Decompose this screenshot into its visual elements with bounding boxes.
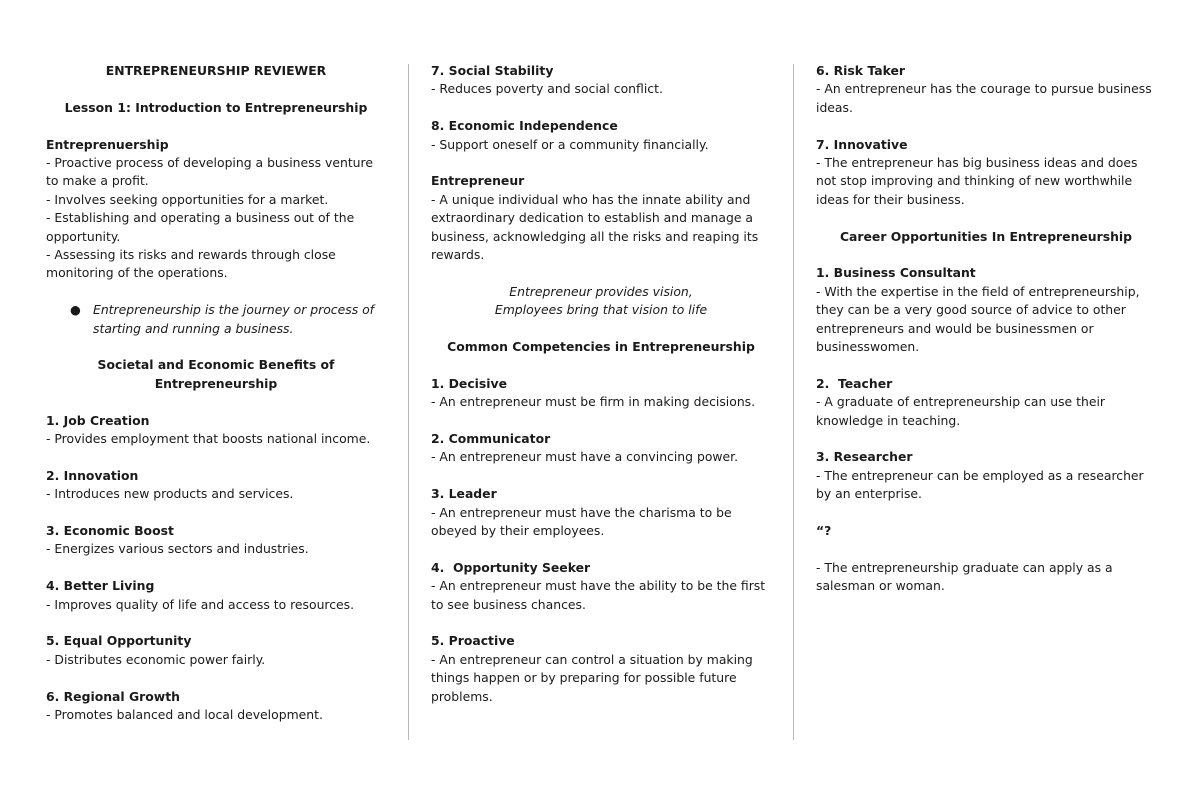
column-1: [46, 62, 386, 724]
text-line: - Establishing and operating a business out of the: [46, 210, 355, 226]
benefits-heading: Entrepreneurship: [154, 375, 278, 391]
benefit-desc: - Support oneself or a community financially.: [431, 136, 709, 152]
competency-title: 5. Proactive: [431, 633, 515, 649]
benefit-desc: - Energizes various sectors and industries.: [46, 541, 309, 557]
competency-title: 6. Risk Taker: [816, 63, 905, 78]
bullet-icon: ●: [70, 302, 81, 318]
benefit-title: 3. Economic Boost: [46, 523, 174, 539]
career-desc: - A graduate of entrepreneurship can use their: [816, 394, 1105, 410]
career-title: “?: [816, 523, 832, 539]
text-line: to make a profit.: [46, 173, 149, 189]
column-3: [816, 62, 1156, 596]
benefit-desc: - Introduces new products and services.: [46, 486, 294, 502]
competency-title: 3. Leader: [431, 486, 497, 502]
competency-title: 1. Decisive: [431, 375, 508, 391]
career-desc: knowledge in teaching.: [816, 412, 961, 428]
text-line: - A unique individual who has the innate ability and: [431, 191, 751, 207]
entrepreneurship-heading: Entreprenuership: [46, 136, 169, 152]
competency-desc: ideas.: [816, 99, 853, 115]
career-title: 1. Business Consultant: [816, 265, 976, 281]
career-desc: - The entrepreneur can be employed as a researcher: [816, 467, 1144, 483]
benefit-desc: - Improves quality of life and access to resources.: [46, 596, 355, 612]
competency-desc: - The entrepreneur has big business ideas and does: [816, 155, 1138, 171]
competency-title: 4. Opportunity Seeker: [431, 559, 591, 575]
career-desc: entrepreneurs and would be businessmen or: [816, 320, 1094, 336]
text-line: - Assessing its risks and rewards through close: [46, 247, 336, 263]
competency-desc: - An entrepreneur can control a situation by making: [431, 651, 753, 667]
competency-desc: - An entrepreneur must be firm in making decisions.: [431, 394, 756, 410]
career-title: 2. Teacher: [816, 375, 893, 391]
competency-desc: problems.: [431, 688, 493, 704]
competencies-heading: Common Competencies in Entrepreneurship: [447, 339, 755, 355]
benefit-title: 6. Regional Growth: [46, 688, 180, 704]
competency-desc: things happen or by preparing for possible future: [431, 670, 737, 686]
bullet-text: Entrepreneurship is the journey or process of: [93, 302, 375, 318]
column-divider-left: [408, 64, 409, 740]
benefit-desc: - Distributes economic power fairly.: [46, 651, 266, 667]
benefit-title: 5. Equal Opportunity: [46, 633, 192, 649]
text-line: monitoring of the operations.: [46, 265, 228, 281]
benefit-title: 2. Innovation: [46, 467, 139, 483]
text-line: rewards.: [431, 247, 485, 263]
benefit-title: 4. Better Living: [46, 578, 155, 594]
definition-bullet: [46, 301, 386, 338]
page-title: ENTREPRENEURSHIP REVIEWER: [105, 63, 327, 78]
entrepreneur-heading: Entrepreneur: [431, 173, 525, 189]
benefit-desc: - Promotes balanced and local development.: [46, 707, 323, 723]
competency-desc: obeyed by their employees.: [431, 523, 605, 539]
bullet-text: starting and running a business.: [93, 320, 294, 336]
competency-desc: to see business chances.: [431, 596, 586, 612]
column-divider-right: [793, 64, 794, 740]
competency-desc: - An entrepreneur must have the ability to be the first: [431, 578, 766, 594]
competency-desc: not stop improving and thinking of new worthwhile: [816, 173, 1133, 189]
benefits-heading: Societal and Economic Benefits of: [97, 357, 335, 373]
competency-title: 7. Innovative: [816, 136, 908, 152]
career-desc: businesswomen.: [816, 339, 920, 355]
career-title: 3. Researcher: [816, 449, 913, 465]
quote-line: Entrepreneur provides vision,: [509, 283, 693, 299]
benefit-desc: - Provides employment that boosts national income.: [46, 431, 371, 447]
text-line: - Involves seeking opportunities for a market.: [46, 191, 329, 207]
text-line: opportunity.: [46, 228, 121, 244]
competency-title: 2. Communicator: [431, 431, 551, 447]
column-2: [431, 62, 771, 706]
career-desc: salesman or woman.: [816, 578, 945, 594]
career-heading: Career Opportunities In Entrepreneurship: [839, 228, 1133, 244]
benefit-title: 8. Economic Independence: [431, 118, 618, 134]
quote-line: Employees bring that vision to life: [494, 302, 708, 318]
benefit-desc: - Reduces poverty and social conflict.: [431, 81, 663, 97]
benefit-title: 1. Job Creation: [46, 412, 150, 428]
career-desc: - With the expertise in the field of entrepreneurship,: [816, 283, 1140, 299]
competency-desc: - An entrepreneur must have a convincing power.: [431, 449, 739, 465]
text-line: extraordinary dedication to establish and manage a: [431, 210, 754, 226]
text-line: business, acknowledging all the risks and reaping its: [431, 228, 759, 244]
competency-desc: - An entrepreneur has the courage to pursue business: [816, 81, 1152, 97]
career-desc: by an enterprise.: [816, 486, 922, 502]
competency-desc: - An entrepreneur must have the charisma to be: [431, 504, 732, 520]
career-desc: - The entrepreneurship graduate can apply as a: [816, 559, 1113, 575]
competency-desc: ideas for their business.: [816, 191, 965, 207]
benefit-title: 7. Social Stability: [431, 63, 554, 78]
text-line: - Proactive process of developing a business venture: [46, 155, 373, 170]
lesson-title: Lesson 1: Introduction to Entrepreneurship: [64, 99, 368, 115]
career-desc: they can be a very good source of advice to other: [816, 302, 1126, 318]
